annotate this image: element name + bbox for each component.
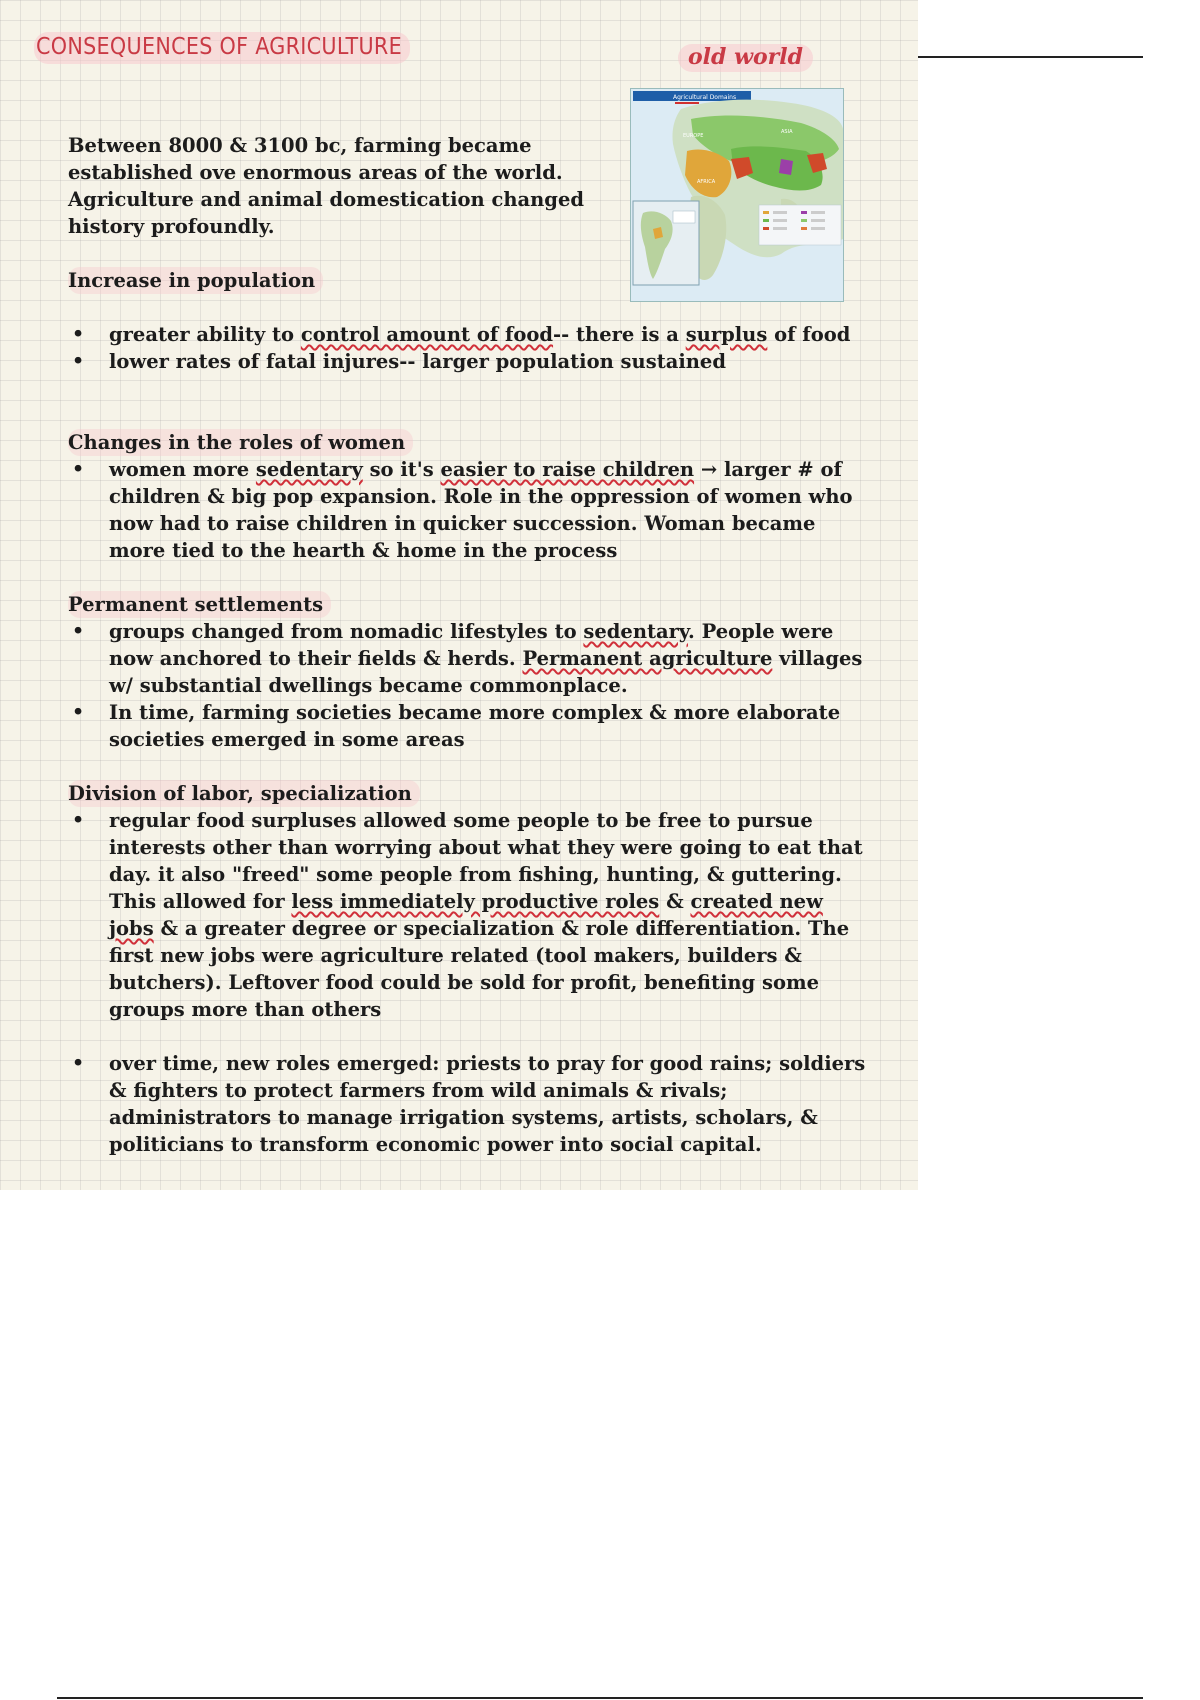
underlined-phrase: easier to raise children [440, 458, 695, 481]
map-header: Agricultural Domains [673, 94, 737, 101]
heading-population: Increase in population [68, 267, 323, 294]
map-label: old world [678, 44, 813, 72]
underlined-phrase: sedentary [583, 620, 689, 643]
list-item: • regular food surpluses allowed some people to be free to pursue interests other than worrying about what they were going to eat that day. it also "freed" some people from fishing, hunting, & guttering. This allowed for less immediately productive roles & created new jobs & a greater degree or specialization & role differentiation. The first new jobs were agriculture related (tool makers, builders & butchers). Leftover food could be sold for profit, benefiting some groups more than others [68, 807, 868, 1023]
labor-list [68, 807, 868, 1158]
list-item: • In time, farming societies became more complex & more elaborate societies emerged in some areas [68, 699, 868, 753]
top-rule [918, 56, 1143, 58]
map-label-europe: EUROPE [683, 133, 704, 139]
settlements-list [68, 618, 868, 753]
map-label-africa: AFRICA [697, 179, 716, 185]
list-item: • women more sedentary so it's easier to raise children → larger # of children & big pop expansion. Role in the oppression of women who now had to raise children in quicker succession. Woman became more tied to the hearth & home in the process [68, 456, 868, 564]
list-item: • groups changed from nomadic lifestyles to sedentary. People were now anchored to their fields & herds. Permanent agriculture villages w/ substantial dwellings became commonplace. [68, 618, 868, 699]
underlined-phrase: sedentary [255, 458, 363, 481]
underlined-phrase: Permanent agriculture [522, 647, 773, 670]
list-item: • over time, new roles emerged: priests to pray for good rains; soldiers & fighters to protect farmers from wild animals & rivals; administrators to manage irrigation systems, artists, scholars, & politicians to transform economic power into social capital. [68, 1050, 868, 1158]
heading-labor: Division of labor, specialization [68, 780, 420, 807]
underlined-phrase: surplus [685, 323, 768, 346]
underlined-phrase: control amount of food [300, 323, 554, 346]
notes-content [68, 132, 868, 1158]
women-list [68, 456, 868, 564]
bottom-rule [57, 1697, 1143, 1699]
heading-women: Changes in the roles of women [68, 429, 413, 456]
intro-paragraph: Between 8000 & 3100 bc, farming became established ove enormous areas of the world. Agriculture and animal domestication changed history profoundly. [68, 134, 584, 238]
underlined-phrase: less immediately productive roles [291, 890, 660, 913]
underlined-phrase: created new jobs [109, 890, 823, 940]
page-title: CONSEQUENCES OF AGRICULTURE [34, 32, 410, 64]
list-item: • lower rates of fatal injures-- larger population sustained [68, 348, 868, 375]
heading-settlements: Permanent settlements [68, 591, 331, 618]
population-list [68, 321, 868, 375]
map-label-asia: ASIA [781, 129, 793, 135]
list-item: • greater ability to control amount of food-- there is a surplus of food [68, 321, 868, 348]
